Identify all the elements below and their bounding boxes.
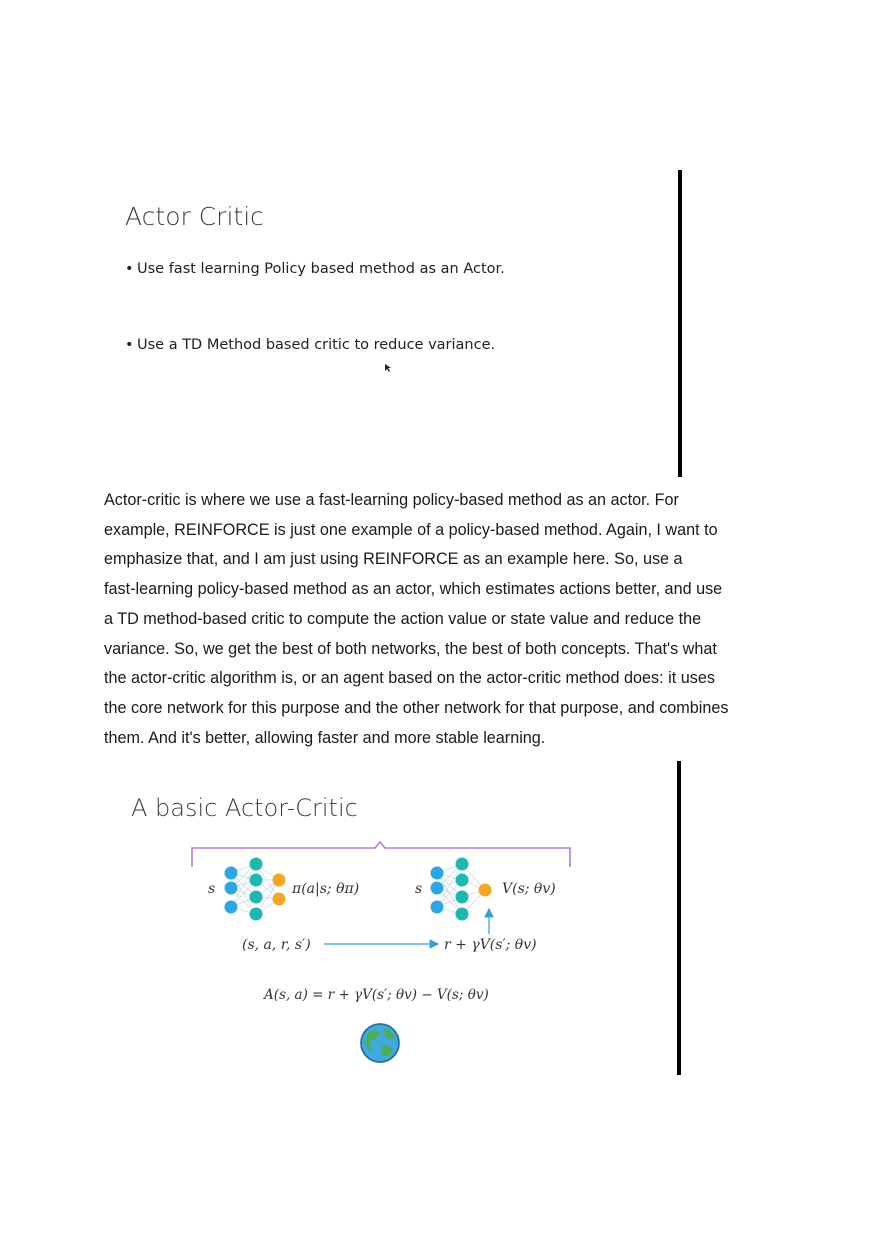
output-node [273, 893, 286, 906]
bullet-dot: • [125, 261, 134, 277]
critic-input-label: s [415, 881, 423, 897]
output-node [479, 884, 492, 897]
hidden-node [250, 858, 263, 871]
slide-title: A basic Actor-Critic [131, 794, 358, 822]
paragraph-line: Actor-critic is where we use a fast-learning policy-based method as an actor. For [104, 491, 679, 509]
slide-actor-critic [104, 170, 680, 476]
transition-label: (s, a, r, s′) [242, 937, 311, 953]
body-paragraph [104, 486, 776, 753]
slide-border [677, 761, 681, 1075]
td-target-label: r + γV(s′; θv) [444, 937, 537, 953]
advantage-equation: A(s, a) = r + γV(s′; θv) − V(s; θv) [264, 987, 489, 1003]
paragraph-line: a TD method-based critic to compute the action value or state value and reduce the [104, 609, 702, 628]
mouse-cursor-icon [384, 363, 392, 373]
paragraph-line: fast-learning policy-based method as an actor, which estimates actions better, and use [104, 580, 723, 599]
paragraph-line: the core network for this purpose and the other network for that purpose, and combines [104, 698, 729, 717]
slide-title: Actor Critic [125, 202, 264, 231]
hidden-node [250, 874, 263, 887]
input-node [431, 882, 444, 895]
hidden-node [456, 874, 469, 887]
paragraph-line: variance. So, we get the best of both networks, the best of both concepts. That's what [104, 639, 717, 658]
bullet-dot: • [125, 337, 134, 353]
input-node [431, 867, 444, 880]
input-node [225, 882, 238, 895]
grouping-bracket [192, 842, 570, 867]
paragraph-line: example, REINFORCE is just one example of a policy-based method. Again, I want to [104, 520, 718, 539]
actor-network [225, 858, 286, 921]
actor-critic-diagram [104, 762, 680, 1075]
actor-output-label: π(a|s; θπ) [292, 881, 360, 897]
input-node [431, 901, 444, 914]
input-node [225, 867, 238, 880]
actor-input-label: s [208, 881, 216, 897]
slide-border [678, 170, 682, 477]
bullet-text: Use fast learning Policy based method as an Actor. [137, 261, 505, 277]
output-node [273, 874, 286, 887]
paragraph-line: the actor-critic algorithm is, or an agent based on the actor-critic method does: it uses [104, 669, 715, 688]
hidden-node [250, 891, 263, 904]
critic-network [431, 858, 492, 921]
hidden-node [456, 908, 469, 921]
globe-icon [361, 1024, 399, 1062]
hidden-node [250, 908, 263, 921]
critic-output-label: V(s; θv) [502, 881, 556, 897]
bullet-item [125, 261, 505, 277]
paragraph-line: them. And it's better, allowing faster and more stable learning. [104, 728, 546, 747]
slide-basic-actor-critic [104, 762, 680, 1075]
input-node [225, 901, 238, 914]
paragraph-line: emphasize that, and I am just using REINFORCE as an example here. So, use a [104, 550, 683, 569]
bullet-text: Use a TD Method based critic to reduce variance. [137, 337, 496, 353]
bullet-item [125, 337, 495, 353]
hidden-node [456, 891, 469, 904]
hidden-node [456, 858, 469, 871]
